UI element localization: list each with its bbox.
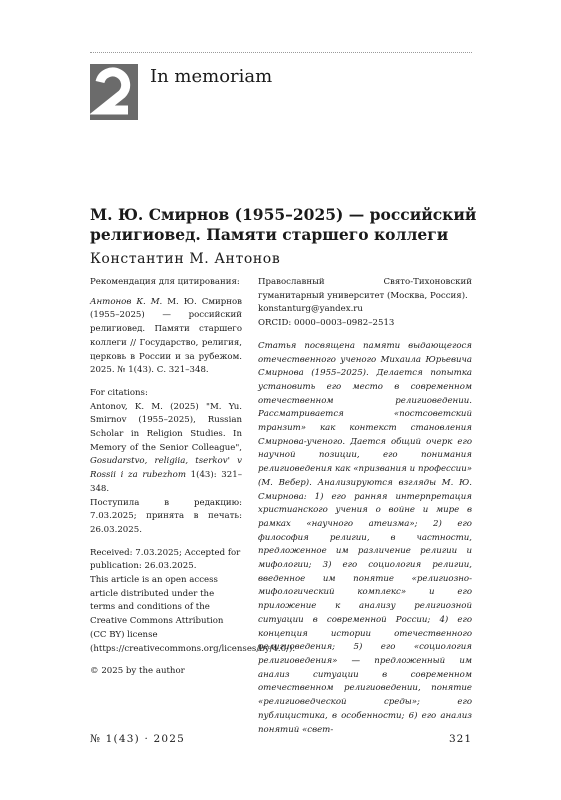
header-dotted-rule bbox=[90, 52, 472, 53]
ru-citation-label: Рекомендация для цитирования: bbox=[90, 277, 240, 287]
en-citation-journal: Gosudarstvo, religiia, tserkov' v Rossii i za rubezhom bbox=[90, 456, 242, 481]
article-author: Константин М. Антонов bbox=[90, 251, 281, 267]
article-title: М. Ю. Смирнов (1955–2025) — российский религиовед. Памяти старшего коллеги bbox=[90, 205, 477, 244]
article-body-column bbox=[258, 276, 472, 737]
ru-received-dates: Поступила в редакцию: 7.03.2025; принята в печать: 26.03.2025. bbox=[90, 497, 242, 535]
author-email[interactable]: konstanturg@yandex.ru bbox=[258, 304, 363, 315]
ru-citation-author: Антонов К. М. bbox=[90, 296, 163, 307]
en-received-dates: Received: 7.03.2025; Accepted for publication: 26.03.2025. bbox=[90, 547, 241, 572]
copyright: © 2025 by the author bbox=[90, 666, 185, 677]
en-citation-text-1: Antonov, K. M. (2025) "M. Yu. Smirnov (1955–2025), Russian Scholar in Religion Studies. In Memory of the Senior Colleague", bbox=[90, 401, 242, 453]
ru-citation bbox=[90, 296, 242, 378]
journal-logo-icon bbox=[90, 64, 138, 120]
en-citation-block bbox=[90, 387, 242, 538]
en-citation-text-2: 1(43): 321–348. bbox=[90, 470, 242, 494]
section-title: In memoriam bbox=[150, 66, 273, 87]
article-abstract: Статья посвящена памяти выдающегося отечественного ученого Михаила Юрьевича Смирнова (1955–2025). Делается попытка установить его место в современном отечественном религиоведении. Рассматривается «постсоветский транзит» как контекст становления Смирнова-ученого. Дается общий очерк его научной позиции, его понимания религиоведения как «призвания и профессии» (М. Вебер). Анализируются взгляды М. Ю. Смирнова: 1) его ранняя интерпретация христианского учения о войне и мире в рамках «научного атеизма»; 2) его философия религии, в частности, предложенное им различение религии и мифологии; 3) его социология религии, введенное им понятие «религиозно-мифологический комплекс» и его приложение к анализу религиозной ситуации в современной России; 4) его концепция истории отечественного религиоведения; 5) его «социология религиоведения» — предложенный им анализ ситуации в современном отечественном религиоведении, понятие «религиоведческой среды»; его публицистика, в особенности; 6) его анализ понятий «свет- bbox=[258, 340, 472, 735]
en-publication-block bbox=[90, 547, 296, 657]
ru-citation-block bbox=[90, 276, 242, 378]
author-orcid: ORCID: 0000–0003–0982–2513 bbox=[258, 318, 395, 329]
page-number: 321 bbox=[448, 733, 472, 745]
author-info bbox=[258, 276, 472, 331]
ru-citation-text: М. Ю. Смирнов (1955–2025) — российский религиовед. Памяти старшего коллеги // Государство, религия, церковь в России и за рубежом. 2025. № 1(43). С. 321–348. bbox=[90, 296, 242, 376]
author-affiliation: Православный Свято-Тихоновский гуманитарный университет (Москва, Россия). bbox=[258, 277, 472, 301]
issue-info: № 1(43) · 2025 bbox=[90, 733, 186, 745]
en-citation-label: For citations: bbox=[90, 387, 148, 398]
citation-column bbox=[90, 276, 296, 679]
en-citation bbox=[90, 401, 242, 497]
license-text: This article is an open access article distributed under the terms and conditions of the Creative Commons Attribution (CC BY) license (https://creativecommons.org/licenses/by/4.0/). bbox=[90, 575, 296, 654]
